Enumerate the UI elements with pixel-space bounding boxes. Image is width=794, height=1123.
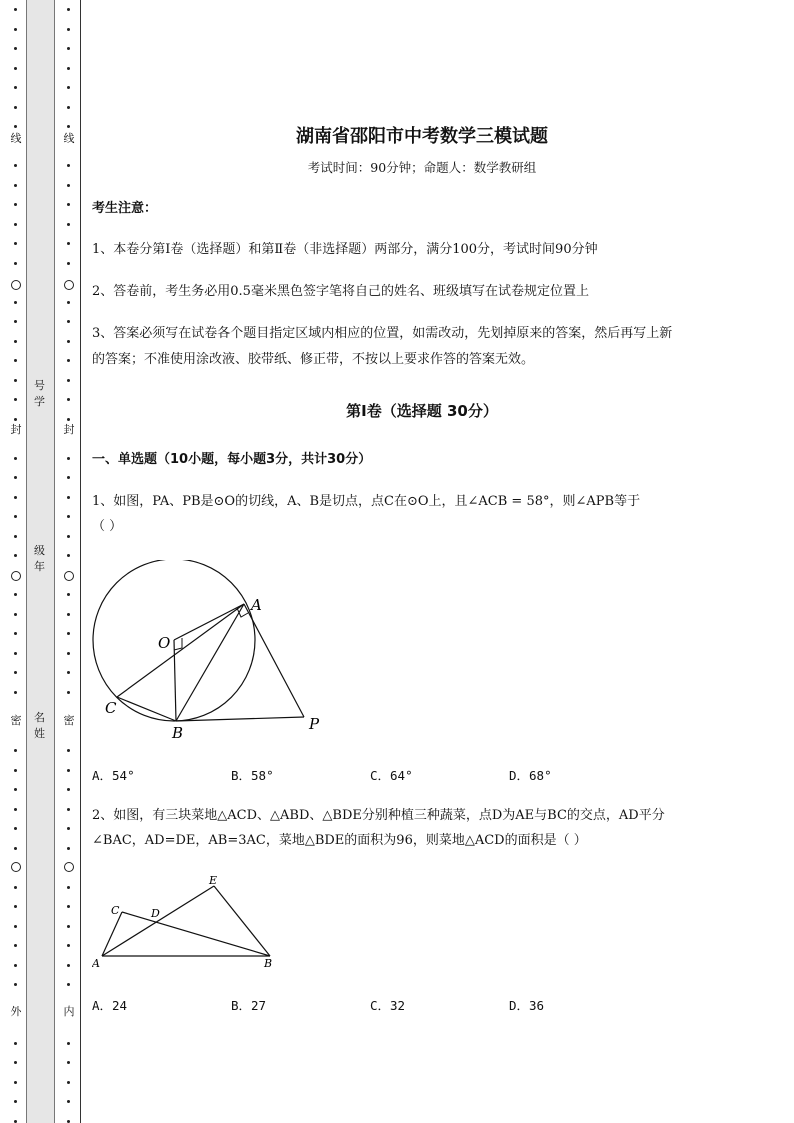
margin-dot <box>67 749 70 752</box>
part1-title: 第I卷（选择题 30分） <box>346 402 498 420</box>
margin-dot <box>67 223 70 226</box>
segment-ob <box>174 640 176 721</box>
margin-dot <box>14 769 17 772</box>
label-b: B <box>264 957 273 970</box>
margin-dot <box>67 125 70 128</box>
label-b: B <box>172 724 184 740</box>
margin-dot <box>14 749 17 752</box>
margin-dot <box>14 418 17 421</box>
outer-seal-mark: 封 <box>10 423 22 436</box>
margin-dot <box>14 340 17 343</box>
margin-dot <box>67 476 70 479</box>
margin-dot <box>14 496 17 499</box>
q1-option-a[interactable]: A．54° <box>92 768 135 783</box>
margin-dot <box>67 905 70 908</box>
segment-ca <box>117 604 244 697</box>
margin-dot <box>14 554 17 557</box>
inner-circle-mark <box>64 862 74 872</box>
margin-dot <box>14 515 17 518</box>
q2-option-c[interactable]: C．32 <box>370 998 406 1013</box>
outer-dotted-column <box>9 0 23 1123</box>
outer-seal-mark: 线 <box>10 132 22 145</box>
margin-dot <box>14 301 17 304</box>
class-label: 级 年 <box>34 544 45 573</box>
q1-options <box>92 766 648 784</box>
margin-dot <box>14 1081 17 1084</box>
margin-dot <box>14 184 17 187</box>
segment-eb <box>214 886 270 956</box>
margin-dot <box>14 535 17 538</box>
margin-dot <box>67 8 70 11</box>
segment-pa <box>244 604 304 717</box>
margin-dot <box>67 671 70 674</box>
label-a: A <box>251 596 262 614</box>
margin-dot <box>14 262 17 265</box>
notice-item-3: 3、答案必须写在试卷各个题目指定区域内相应的位置，如需改动，先划掉原来的答案，然后再写上新 <box>92 326 673 341</box>
label-e: E <box>209 874 218 887</box>
outer-seal-mark: 密 <box>10 714 22 727</box>
margin-dot <box>14 1042 17 1045</box>
margin-dot <box>14 1061 17 1064</box>
q2-stem-cont: ∠BAC，AD=DE，AB=3AC，菜地△BDE的面积为96，则菜地△ACD的面积是（ ） <box>92 833 587 848</box>
margin-dot <box>67 964 70 967</box>
outer-circle-mark <box>11 571 21 581</box>
q2-option-d[interactable]: D．36 <box>509 998 545 1013</box>
margin-dot <box>14 125 17 128</box>
exam-subtitle: 考试时间：90分钟；命题人：数学教研组 <box>307 160 537 175</box>
q2-figure <box>92 872 292 972</box>
margin-dot <box>14 476 17 479</box>
margin-dot <box>14 808 17 811</box>
margin-dot <box>67 47 70 50</box>
margin-dot <box>14 886 17 889</box>
margin-dot <box>67 1061 70 1064</box>
margin-dot <box>14 905 17 908</box>
outer-circle-mark <box>11 862 21 872</box>
margin-dot <box>14 671 17 674</box>
margin-dot <box>67 886 70 889</box>
margin-dot <box>67 320 70 323</box>
margin-dot <box>67 242 70 245</box>
margin-dot <box>67 652 70 655</box>
outer-seal-mark: 外 <box>10 1005 22 1018</box>
margin-dot <box>14 106 17 109</box>
segment-cb <box>117 697 176 721</box>
margin-dot <box>14 847 17 850</box>
margin-dot <box>14 223 17 226</box>
margin-dot <box>67 86 70 89</box>
margin-dot <box>67 418 70 421</box>
label-a: A <box>92 957 100 970</box>
margin-dot <box>14 398 17 401</box>
margin-dot <box>67 827 70 830</box>
inner-seal-mark: 内 <box>63 1005 75 1018</box>
margin-dot <box>67 769 70 772</box>
label-p: P <box>309 715 320 733</box>
segment-ae <box>102 886 214 956</box>
margin-dot <box>67 184 70 187</box>
margin-dot <box>14 203 17 206</box>
label-d: D <box>151 907 160 920</box>
margin-dot <box>14 827 17 830</box>
label-c: C <box>111 904 120 917</box>
q1-stem-cont: （ ） <box>92 519 123 534</box>
margin-dot <box>67 983 70 986</box>
margin-dot <box>14 28 17 31</box>
margin-dot <box>67 496 70 499</box>
margin-dot <box>14 47 17 50</box>
margin-dot <box>67 1100 70 1103</box>
student-id-label: 号 学 <box>34 379 45 408</box>
margin-dot <box>67 340 70 343</box>
q1-figure <box>92 560 342 740</box>
q1-option-b[interactable]: B．58° <box>231 768 274 783</box>
margin-dot <box>14 359 17 362</box>
margin-dot <box>14 983 17 986</box>
margin-dot <box>67 164 70 167</box>
margin-dot <box>67 457 70 460</box>
q1-stem: 1、如图，PA、PB是⊙O的切线，A、B是切点，点C在⊙O上，且∠ACB = 58°，则∠APB等于 <box>92 494 641 509</box>
margin-dot <box>14 691 17 694</box>
margin-dot <box>14 242 17 245</box>
inner-circle-mark <box>64 280 74 290</box>
page-title: 湖南省邵阳市中考数学三模试题 <box>296 126 548 147</box>
margin-dot <box>67 28 70 31</box>
margin-dot <box>67 67 70 70</box>
margin-dot <box>67 1120 70 1123</box>
margin-dot <box>14 164 17 167</box>
inner-dotted-column <box>62 0 76 1123</box>
label-c: C <box>105 699 117 717</box>
margin-dot <box>67 925 70 928</box>
margin-dot <box>67 554 70 557</box>
margin-dot <box>14 67 17 70</box>
margin-dot <box>67 1042 70 1045</box>
margin-dot <box>14 8 17 11</box>
inner-seal-mark: 线 <box>63 132 75 145</box>
q2-stem: 2、如图，有三块菜地△ACD、△ABD、△BDE分别种植三种蔬菜，点D为AE与BC的交点，AD平分 <box>92 808 665 823</box>
q2-option-a[interactable]: A．24 <box>92 998 128 1013</box>
outer-circle-mark <box>11 280 21 290</box>
margin-dot <box>67 632 70 635</box>
margin-dot <box>14 925 17 928</box>
margin-dot <box>67 593 70 596</box>
margin-dot <box>67 808 70 811</box>
name-label: 名 姓 <box>34 711 45 740</box>
margin-dot <box>67 106 70 109</box>
margin-dot <box>14 86 17 89</box>
margin-dot <box>67 691 70 694</box>
inner-circle-mark <box>64 571 74 581</box>
margin-dot <box>67 262 70 265</box>
margin-dot <box>67 379 70 382</box>
q1-option-d[interactable]: D．68° <box>509 768 552 783</box>
margin-dot <box>67 944 70 947</box>
margin-dot <box>14 613 17 616</box>
margin-dot <box>14 964 17 967</box>
margin-dot <box>67 613 70 616</box>
notice-heading: 考生注意： <box>92 201 158 216</box>
margin-dot <box>67 203 70 206</box>
margin-dot <box>67 847 70 850</box>
binding-line <box>80 0 81 1123</box>
segment-cb <box>122 912 270 956</box>
margin-dot <box>67 1081 70 1084</box>
q2-option-b[interactable]: B．27 <box>231 998 267 1013</box>
notice-item-2: 2、答卷前，考生务必用0.5毫米黑色签字笔将自己的姓名、班级填写在试卷规定位置上 <box>92 284 589 299</box>
margin-dot <box>14 593 17 596</box>
label-o: O <box>158 634 171 652</box>
margin-dot <box>67 359 70 362</box>
q1-option-c[interactable]: C．64° <box>370 768 413 783</box>
margin-dot <box>14 379 17 382</box>
margin-dot <box>67 535 70 538</box>
notice-item-3-cont: 的答案；不准使用涂改液、胶带纸、修正带，不按以上要求作答的答案无效。 <box>92 352 535 367</box>
margin-dot <box>14 632 17 635</box>
notice-item-1: 1、本卷分第I卷（选择题）和第Ⅱ卷（非选择题）两部分，满分100分，考试时间90分钟 <box>92 242 598 257</box>
margin-dot <box>67 301 70 304</box>
margin-dot <box>14 1120 17 1123</box>
inner-seal-mark: 密 <box>63 714 75 727</box>
q2-options <box>92 996 648 1014</box>
margin-dot <box>67 788 70 791</box>
margin-dot <box>14 788 17 791</box>
margin-dot <box>67 515 70 518</box>
margin-dot <box>14 944 17 947</box>
margin-dot <box>14 457 17 460</box>
margin-dot <box>14 652 17 655</box>
margin-dot <box>67 398 70 401</box>
margin-dot <box>14 320 17 323</box>
margin-dot <box>14 1100 17 1103</box>
section-heading: 一、单选题（10小题，每小题3分，共计30分） <box>92 452 372 467</box>
inner-seal-mark: 封 <box>63 423 75 436</box>
